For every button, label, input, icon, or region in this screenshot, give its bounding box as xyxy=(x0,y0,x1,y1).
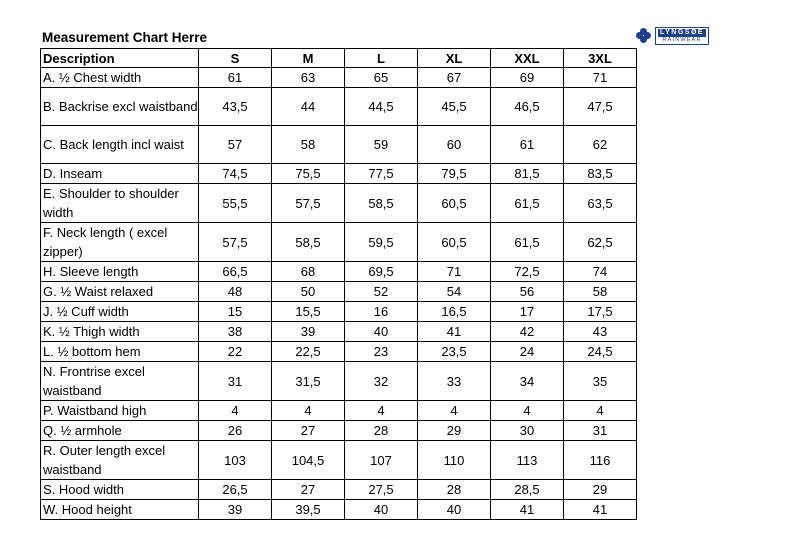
table-row xyxy=(41,126,637,164)
measurement-cell: 71 xyxy=(418,262,491,282)
measurement-cell: 40 xyxy=(418,500,491,520)
table-row xyxy=(41,480,637,500)
measurement-cell: 28 xyxy=(418,480,491,500)
table-row xyxy=(41,401,637,421)
measurement-cell: 4 xyxy=(491,401,564,421)
measurement-cell: 34 xyxy=(491,362,564,401)
measurement-cell: 28,5 xyxy=(491,480,564,500)
measurement-cell: 44,5 xyxy=(345,88,418,126)
measurement-cell: 59 xyxy=(345,126,418,164)
measurement-cell: 58,5 xyxy=(272,223,345,262)
table-row xyxy=(41,68,637,88)
measurement-cell: 28 xyxy=(345,421,418,441)
row-label: J. ½ Cuff width xyxy=(41,302,199,322)
measurement-cell: 58,5 xyxy=(345,184,418,223)
measurement-cell: 54 xyxy=(418,282,491,302)
table-row xyxy=(41,184,637,223)
row-label: F. Neck length ( excel zipper) xyxy=(41,223,199,262)
chart-title: Measurement Chart Herre xyxy=(42,30,208,45)
table-row xyxy=(41,421,637,441)
measurement-cell: 57 xyxy=(199,126,272,164)
measurement-cell: 4 xyxy=(199,401,272,421)
measurement-cell: 27,5 xyxy=(345,480,418,500)
measurement-cell: 61 xyxy=(491,126,564,164)
measurement-cell: 67 xyxy=(418,68,491,88)
row-label: C. Back length incl waist xyxy=(41,126,199,164)
measurement-cell: 17 xyxy=(491,302,564,322)
measurement-cell: 26 xyxy=(199,421,272,441)
measurement-cell: 104,5 xyxy=(272,441,345,480)
measurement-cell: 77,5 xyxy=(345,164,418,184)
measurement-cell: 31,5 xyxy=(272,362,345,401)
measurement-cell: 58 xyxy=(272,126,345,164)
measurement-cell: 60,5 xyxy=(418,223,491,262)
measurement-cell: 22 xyxy=(199,342,272,362)
row-label: S. Hood width xyxy=(41,480,199,500)
measurement-cell: 23,5 xyxy=(418,342,491,362)
measurement-cell: 68 xyxy=(272,262,345,282)
measurement-cell: 40 xyxy=(345,500,418,520)
measurement-cell: 62 xyxy=(564,126,637,164)
measurement-cell: 116 xyxy=(564,441,637,480)
header-row xyxy=(41,49,637,68)
measurement-cell: 27 xyxy=(272,421,345,441)
measurement-cell: 4 xyxy=(564,401,637,421)
measurement-cell: 41 xyxy=(491,500,564,520)
measurement-cell: 43 xyxy=(564,322,637,342)
measurement-cell: 62,5 xyxy=(564,223,637,262)
measurement-cell: 60 xyxy=(418,126,491,164)
table-row xyxy=(41,342,637,362)
measurement-cell: 31 xyxy=(199,362,272,401)
measurement-cell: 42 xyxy=(491,322,564,342)
table-row xyxy=(41,88,637,126)
measurement-cell: 65 xyxy=(345,68,418,88)
measurement-cell: 58 xyxy=(564,282,637,302)
measurement-table xyxy=(40,48,637,520)
row-label: H. Sleeve length xyxy=(41,262,199,282)
column-header: L xyxy=(345,49,418,68)
row-label: K. ½ Thigh width xyxy=(41,322,199,342)
lyngsoe-rainwear-logo xyxy=(636,27,713,45)
measurement-cell: 41 xyxy=(564,500,637,520)
measurement-cell: 22,5 xyxy=(272,342,345,362)
measurement-cell: 41 xyxy=(418,322,491,342)
measurement-cell: 38 xyxy=(199,322,272,342)
row-label: R. Outer length excel waistband xyxy=(41,441,199,480)
measurement-cell: 63,5 xyxy=(564,184,637,223)
measurement-cell: 27 xyxy=(272,480,345,500)
measurement-cell: 61,5 xyxy=(491,184,564,223)
measurement-cell: 103 xyxy=(199,441,272,480)
measurement-cell: 32 xyxy=(345,362,418,401)
measurement-cell: 69 xyxy=(491,68,564,88)
measurement-cell: 39 xyxy=(199,500,272,520)
column-header: S xyxy=(199,49,272,68)
column-header: Description xyxy=(41,49,199,68)
measurement-cell: 113 xyxy=(491,441,564,480)
measurement-cell: 24 xyxy=(491,342,564,362)
table-row xyxy=(41,500,637,520)
measurement-cell: 4 xyxy=(345,401,418,421)
measurement-cell: 30 xyxy=(491,421,564,441)
measurement-cell: 61,5 xyxy=(491,223,564,262)
row-label: D. Inseam xyxy=(41,164,199,184)
measurement-cell: 75,5 xyxy=(272,164,345,184)
logo-text-bottom: RAINWEAR xyxy=(662,36,702,43)
measurement-cell: 83,5 xyxy=(564,164,637,184)
measurement-cell: 46,5 xyxy=(491,88,564,126)
table-row xyxy=(41,282,637,302)
row-label: P. Waistband high xyxy=(41,401,199,421)
measurement-cell: 72,5 xyxy=(491,262,564,282)
measurement-cell: 47,5 xyxy=(564,88,637,126)
measurement-cell: 71 xyxy=(564,68,637,88)
table-row xyxy=(41,362,637,401)
row-label: B. Backrise excl waistband xyxy=(41,88,199,126)
column-header: M xyxy=(272,49,345,68)
measurement-cell: 50 xyxy=(272,282,345,302)
measurement-cell: 69,5 xyxy=(345,262,418,282)
measurement-cell: 23 xyxy=(345,342,418,362)
table-row xyxy=(41,164,637,184)
measurement-cell: 16,5 xyxy=(418,302,491,322)
measurement-cell: 39,5 xyxy=(272,500,345,520)
measurement-cell: 29 xyxy=(418,421,491,441)
measurement-cell: 56 xyxy=(491,282,564,302)
measurement-cell: 110 xyxy=(418,441,491,480)
measurement-cell: 61 xyxy=(199,68,272,88)
measurement-cell: 43,5 xyxy=(199,88,272,126)
clover-icon xyxy=(636,28,652,44)
measurement-cell: 52 xyxy=(345,282,418,302)
row-label: N. Frontrise excel waistband xyxy=(41,362,199,401)
measurement-cell: 16 xyxy=(345,302,418,322)
measurement-cell: 4 xyxy=(272,401,345,421)
measurement-cell: 15,5 xyxy=(272,302,345,322)
measurement-cell: 26,5 xyxy=(199,480,272,500)
column-header: 3XL xyxy=(564,49,637,68)
column-header: XXL xyxy=(491,49,564,68)
row-label: W. Hood height xyxy=(41,500,199,520)
measurement-cell: 81,5 xyxy=(491,164,564,184)
measurement-cell: 17,5 xyxy=(564,302,637,322)
measurement-cell: 44 xyxy=(272,88,345,126)
measurement-cell: 60,5 xyxy=(418,184,491,223)
measurement-cell: 79,5 xyxy=(418,164,491,184)
table-row xyxy=(41,441,637,480)
table-row xyxy=(41,302,637,322)
measurement-cell: 107 xyxy=(345,441,418,480)
measurement-cell: 57,5 xyxy=(199,223,272,262)
row-label: G. ½ Waist relaxed xyxy=(41,282,199,302)
measurement-cell: 63 xyxy=(272,68,345,88)
measurement-cell: 74,5 xyxy=(199,164,272,184)
measurement-cell: 40 xyxy=(345,322,418,342)
table-row xyxy=(41,262,637,282)
row-label: A. ½ Chest width xyxy=(41,68,199,88)
row-label: Q. ½ armhole xyxy=(41,421,199,441)
column-header: XL xyxy=(418,49,491,68)
measurement-cell: 33 xyxy=(418,362,491,401)
measurement-cell: 39 xyxy=(272,322,345,342)
measurement-cell: 24,5 xyxy=(564,342,637,362)
measurement-cell: 48 xyxy=(199,282,272,302)
table-row xyxy=(41,223,637,262)
measurement-cell: 74 xyxy=(564,262,637,282)
measurement-cell: 4 xyxy=(418,401,491,421)
measurement-cell: 66,5 xyxy=(199,262,272,282)
measurement-cell: 55,5 xyxy=(199,184,272,223)
measurement-cell: 31 xyxy=(564,421,637,441)
measurement-cell: 29 xyxy=(564,480,637,500)
measurement-cell: 15 xyxy=(199,302,272,322)
measurement-cell: 57,5 xyxy=(272,184,345,223)
measurement-cell: 35 xyxy=(564,362,637,401)
measurement-cell: 45,5 xyxy=(418,88,491,126)
logo-text-top: LYNGSØE xyxy=(660,28,705,36)
table-row xyxy=(41,322,637,342)
row-label: L. ½ bottom hem xyxy=(41,342,199,362)
measurement-cell: 59,5 xyxy=(345,223,418,262)
row-label: E. Shoulder to shoulder width xyxy=(41,184,199,223)
